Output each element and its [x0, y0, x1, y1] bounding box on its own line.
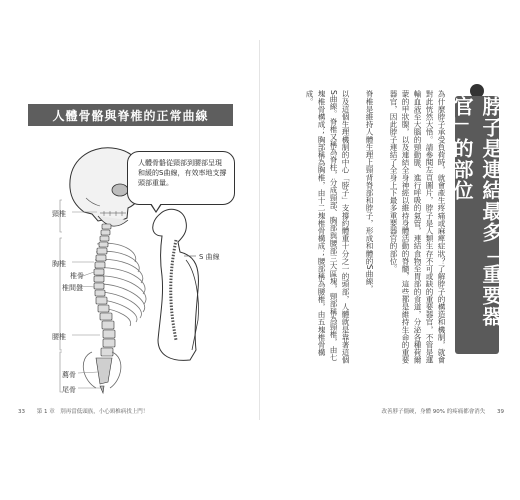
right-page-number: 39 [497, 409, 504, 415]
label-disc: 椎間盤 [62, 284, 83, 292]
spine-column [94, 224, 115, 393]
figure-title: 人體骨骼與脊椎的正常曲線 [28, 104, 233, 126]
label-cervical: 頸椎 [52, 210, 66, 218]
body-paragraph-1: 為什麼脖子承受負荷時，就會產生疼痛或麻痺症狀？了解脖子的構造和機制，就會對此恍然大悟。請參閱左頁圖片，脖子是人類生存不可或缺的重要器官，不管是運輸血液至大腦的頸動脈、進行呼吸的氣管，連結食物至胃部的食道，分泌各種荷爾蒙的甲狀腺，以及連結全身神經以維持身體活動的脊髓，這些都是維持生命的重要器官，因此脖子連結了全身上下最多重要器官的部位。 [389, 90, 446, 364]
left-footer [18, 407, 148, 415]
label-coccyx: 尾骨 [62, 386, 76, 394]
label-s-curve: S 曲線 [199, 253, 220, 261]
label-lumbar: 腰椎 [52, 333, 66, 341]
chapter-running-head: 第 1 章 別再當低頭族，小心頸椎病找上門！ [36, 409, 149, 415]
region-brackets [60, 200, 101, 392]
label-sacrum: 薦骨 [62, 371, 76, 379]
body-paragraph-3: 以及這個生理機制的中心「脖子」支撐約體重十分之一的頭部，人體就是靠著這個S曲線。脊椎又稱為脊柱，分成頸部、胸部與腰部三大區塊，頸部稱為頸椎，由七塊椎骨構成；胸部稱為胸椎，由十二塊椎骨構成；腰部稱為腰椎，由五塊椎骨構成。 [305, 90, 350, 364]
label-vertebra: 椎骨 [70, 272, 84, 280]
left-page-number: 33 [18, 409, 25, 415]
body-paragraph-2: 脊椎是維持人體生理上頸背脊部和脖子，形成和體的S曲線， [365, 90, 374, 293]
label-thoracic: 胸椎 [52, 260, 66, 268]
book-running-head: 改善脖子僵硬，身體 90% 的疼痛都會消失 [381, 409, 486, 415]
callout-bubble: 人體骨骼從頸部到腰部呈現和緩的S曲線，有效率地支撐頭部重量。 [127, 151, 235, 205]
body-text [297, 90, 447, 365]
right-footer [382, 407, 504, 415]
body-silhouette [153, 209, 199, 360]
section-title: 脖子是連結最多「重要器官」的部位 [450, 96, 503, 327]
